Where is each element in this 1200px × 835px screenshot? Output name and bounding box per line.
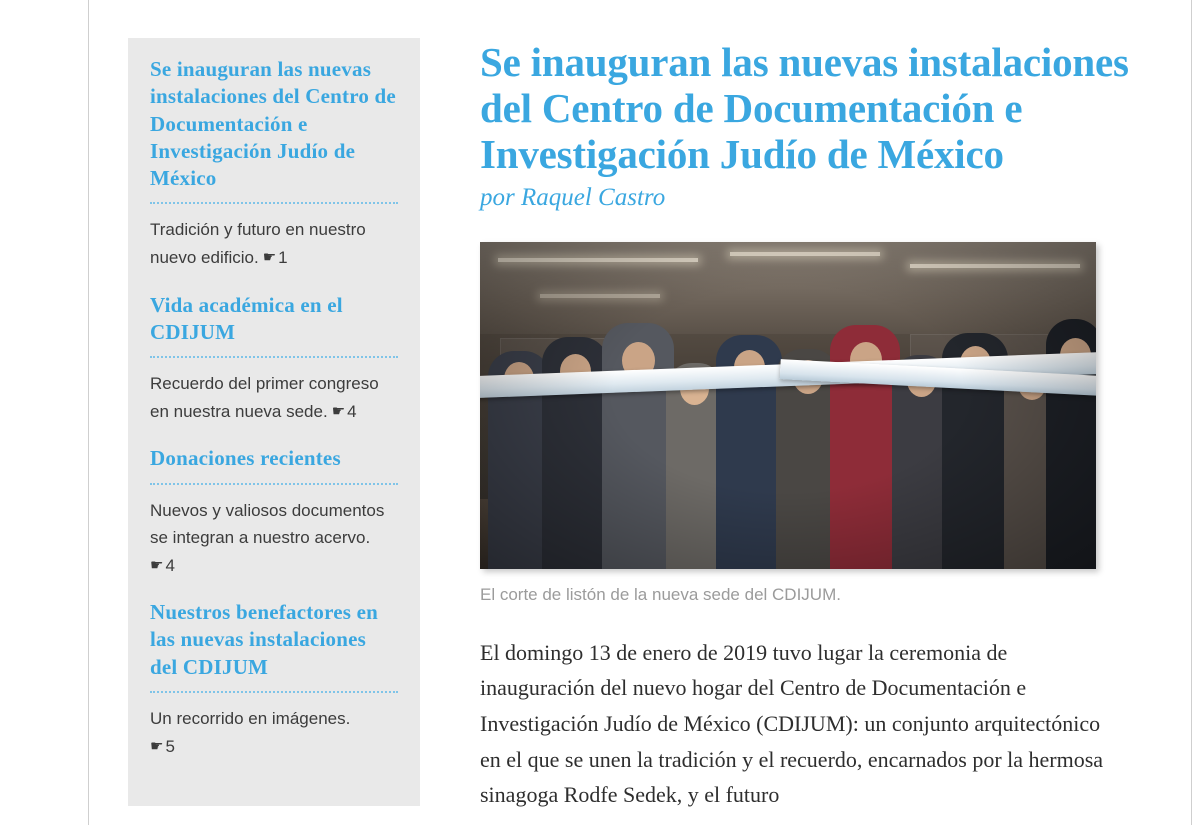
toc-divider — [150, 356, 398, 358]
photo-vignette — [480, 242, 1096, 569]
toc-entry-description-text: Nuevos y valiosos documentos se integran a nuestro acervo. — [150, 500, 385, 548]
toc-entry-title[interactable]: Vida académica en el CDIJUM — [150, 292, 343, 344]
toc-entry-title[interactable]: Donaciones recientes — [150, 446, 341, 471]
pointing-hand-icon: ☛ — [262, 249, 277, 267]
toc-divider — [150, 202, 398, 204]
toc-entry-description-text: Tradición y futuro en nuestro nuevo edificio. — [150, 220, 366, 268]
toc-entry[interactable] — [150, 445, 398, 579]
article-byline: por Raquel Castro — [480, 183, 666, 211]
toc-divider — [150, 691, 398, 693]
toc-divider — [150, 483, 398, 485]
toc-entry-description — [150, 216, 398, 271]
page-rule-left — [88, 0, 89, 825]
article-body: El domingo 13 de enero de 2019 tuvo lugar la ceremonia de inauguración del nuevo hogar del Centro de Documentación e Investigación Judío de México (CDIJUM): un conjunto arquitectónico en el que se unen la tradición y el recuerdo, encarnados por la hermosa sinagoga Rodfe Sedek, y el futuro — [480, 639, 1104, 808]
toc-entry-description — [150, 705, 398, 760]
article — [480, 40, 1180, 835]
toc-entry-description-text: Recuerdo del primer congreso en nuestra nueva sede. — [150, 374, 379, 421]
toc-entry-page: 4 — [347, 401, 357, 421]
toc-entry[interactable] — [150, 599, 398, 760]
toc-entry[interactable] — [150, 292, 398, 426]
toc-entry-description-text: Un recorrido en imágenes. — [150, 708, 351, 728]
pointing-hand-icon: ☛ — [150, 737, 164, 755]
toc-entry-page: 5 — [165, 736, 175, 756]
toc-entry-description — [150, 370, 398, 425]
pointing-hand-icon: ☛ — [331, 402, 346, 420]
table-of-contents — [128, 38, 420, 806]
toc-entry-page: 4 — [165, 555, 175, 575]
toc-entry-description — [150, 497, 398, 580]
toc-entry-title[interactable]: Nuestros benefactores en las nuevas instalaciones del CDIJUM — [150, 600, 378, 679]
article-photo — [480, 242, 1096, 569]
pointing-hand-icon: ☛ — [150, 556, 164, 574]
toc-entry[interactable] — [150, 56, 398, 272]
toc-entry-title[interactable]: Se inauguran las nuevas instalaciones del Centro de Documentación e Investigación Judío de México — [150, 57, 396, 191]
photo-caption: El corte de listón de la nueva sede del CDIJUM. — [480, 584, 841, 604]
toc-entry-page: 1 — [278, 248, 288, 268]
page-layout — [128, 0, 1188, 825]
article-title: Se inauguran las nuevas instalaciones del Centro de Documentación e Investigación Judío de México — [480, 39, 1129, 177]
page-rule-right — [1191, 0, 1192, 825]
